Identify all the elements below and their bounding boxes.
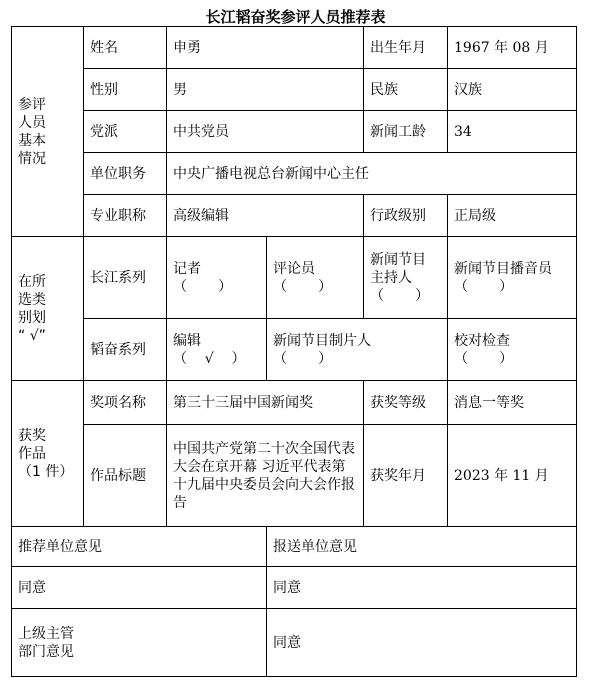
recommendation-form: [11, 26, 577, 677]
option-announcer-name: 新闻节目播音员: [454, 260, 552, 277]
award-section-label: 获奖 作品 （1 件）: [12, 381, 84, 527]
news-years-value: 34: [448, 111, 577, 153]
option-host-checkbox[interactable]: （ ）: [370, 287, 430, 304]
option-editor-checkbox[interactable]: （ √ ）: [173, 350, 246, 367]
option-announcer[interactable]: [448, 237, 577, 319]
option-proofreader-checkbox[interactable]: （ ）: [454, 350, 514, 367]
taofen-series-label: 韬奋系列: [84, 319, 167, 381]
option-proofreader-name: 校对检查: [454, 332, 510, 349]
option-commentator[interactable]: [267, 237, 364, 319]
option-reporter-checkbox[interactable]: （ ）: [173, 278, 233, 295]
option-commentator-name: 评论员: [273, 260, 315, 277]
name-value: 申勇: [167, 27, 364, 69]
admin-level-value: 正局级: [448, 195, 577, 237]
option-reporter-name: 记者: [173, 260, 201, 277]
option-producer-name: 新闻节目制片人: [273, 332, 371, 349]
option-editor[interactable]: [167, 319, 267, 381]
option-producer[interactable]: [267, 319, 448, 381]
recommend-unit-opinion-label: 推荐单位意见: [12, 527, 267, 567]
option-announcer-checkbox[interactable]: （ ）: [454, 278, 514, 295]
work-title-value: 中国共产党第二十次全国代表大会在京开幕 习近平代表第十九届中央委员会向大会作报告: [167, 425, 364, 527]
position-label: 单位职务: [84, 153, 167, 195]
professional-title-value: 高级编辑: [167, 195, 364, 237]
option-editor-name: 编辑: [173, 332, 201, 349]
party-value: 中共党员: [167, 111, 364, 153]
option-proofreader[interactable]: [448, 319, 577, 381]
option-producer-checkbox[interactable]: （ ）: [273, 350, 333, 367]
recommend-unit-opinion-value: 同意: [12, 567, 267, 609]
superior-dept-opinion-label: 上级主管 部门意见: [12, 609, 267, 677]
award-level-value: 消息一等奖: [448, 381, 577, 425]
option-host-name: 新闻节目 主持人: [370, 251, 426, 286]
admin-level-label: 行政级别: [364, 195, 448, 237]
work-title-label: 作品标题: [84, 425, 167, 527]
name-label: 姓名: [84, 27, 167, 69]
changjiang-series-label: 长江系列: [84, 237, 167, 319]
category-section-label: 在所 选类 别划 “ √”: [12, 237, 84, 381]
form-title: 长江韬奋奖参评人员推荐表: [205, 8, 386, 26]
option-commentator-checkbox[interactable]: （ ）: [273, 278, 333, 295]
party-label: 党派: [84, 111, 167, 153]
gender-label: 性别: [84, 69, 167, 111]
option-host[interactable]: [364, 237, 448, 319]
ethnicity-label: 民族: [364, 69, 448, 111]
gender-value: 男: [167, 69, 364, 111]
basic-info-section-label: 参评 人员 基本 情况: [12, 27, 84, 237]
award-date-label: 获奖年月: [364, 425, 448, 527]
ethnicity-value: 汉族: [448, 69, 577, 111]
professional-title-label: 专业职称: [84, 195, 167, 237]
option-reporter[interactable]: [167, 237, 267, 319]
birth-value: 1967 年 08 月: [448, 27, 577, 69]
award-name-value: 第三十三届中国新闻奖: [167, 381, 364, 425]
submit-unit-opinion-value: 同意: [267, 567, 577, 609]
superior-dept-opinion-value: 同意: [267, 609, 577, 677]
news-years-label: 新闻工龄: [364, 111, 448, 153]
award-level-label: 获奖等级: [364, 381, 448, 425]
position-value: 中央广播电视总台新闻中心主任: [167, 153, 577, 195]
submit-unit-opinion-label: 报送单位意见: [267, 527, 577, 567]
birth-label: 出生年月: [364, 27, 448, 69]
award-name-label: 奖项名称: [84, 381, 167, 425]
award-date-value: 2023 年 11 月: [448, 425, 577, 527]
